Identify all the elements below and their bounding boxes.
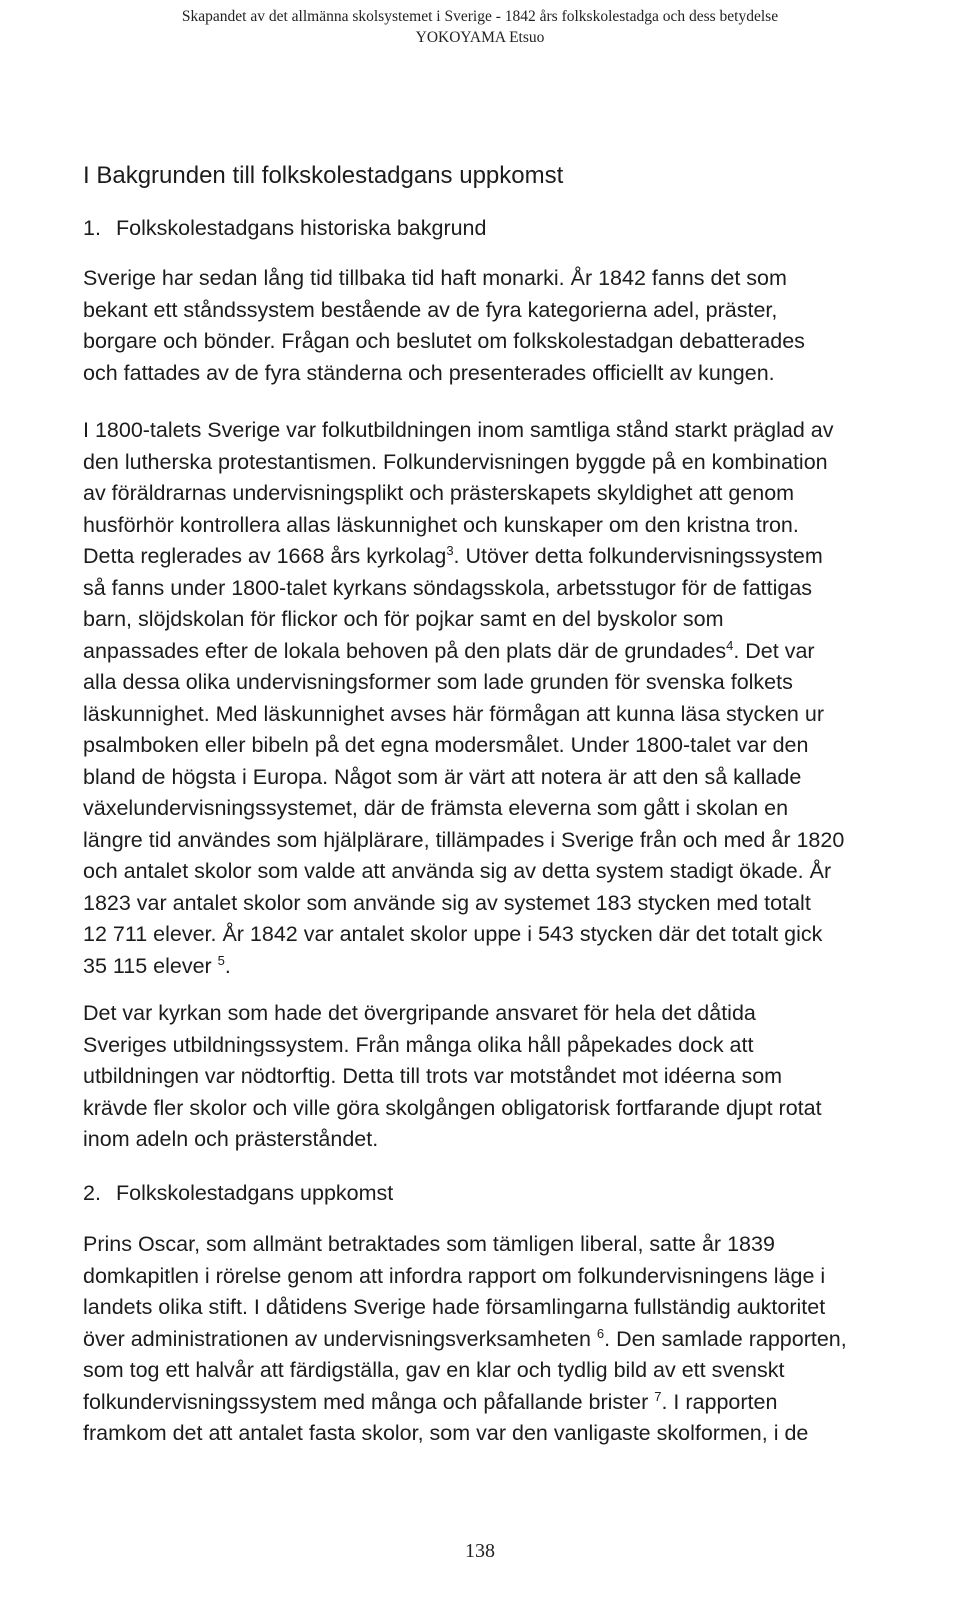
paragraph-line: Sveriges utbildningssystem. Från många olika håll påpekades dock att [83,1032,754,1057]
paragraph-line: husförhör kontrollera allas läskunnighet och kunskaper om den kristna tron. [83,512,799,537]
paragraph-1 [83,263,953,389]
line-text: . Det var [733,638,815,663]
paragraph-line: och fattades av de fyra ständerna och presenterades officiellt av kungen. [83,360,775,385]
line-text: . [224,953,231,978]
paragraph-line [83,1324,953,1356]
paragraph-line: bland de högsta i Europa. Något som är värt att notera är att den så kallade [83,764,802,789]
paragraph-line: alla dessa olika undervisningsformer som lade grunden för svenska folkets [83,670,793,694]
footnote-ref: 3 [446,542,454,558]
paragraph-line: Det var kyrkan som hade det övergripande ansvaret för hela det dåtida [83,1001,756,1025]
paragraph-line: 12 711 elever. År 1842 var antalet skolor uppe i 543 stycken där det totalt gick [83,922,823,946]
header-title: Skapandet av det allmänna skolsystemet i Sverige - 1842 års folkskolestadga och dess betydelse [181,8,779,25]
paragraph-line [83,951,953,983]
line-text: över administrationen av undervisningsverksamheten [83,1326,597,1351]
section-title: I Bakgrunden till folkskolestadgans uppkomst [83,162,564,189]
footnote-ref: 5 [217,952,225,968]
paragraph-line: Sverige har sedan lång tid tillbaka tid haft monarki. År 1842 fanns det som [83,266,787,290]
line-text: . Utöver detta folkundervisningssystem [453,544,823,568]
subsection-heading-1 [83,213,486,245]
header-author: YOKOYAMA Etsuo [415,29,545,46]
paragraph-line: växelundervisningssystemet, där de främsta eleverna som gått i skolan en [83,796,789,820]
paragraph-line: 1823 var antalet skolor som använde sig av systemet 183 stycken med totalt [83,890,811,915]
paragraph-line: borgare och bönder. Frågan och beslutet om folkskolestadgan debatterades [83,329,805,353]
line-text: . Den samlade rapporten, [604,1326,847,1351]
paragraph-line [83,636,953,668]
paragraph-line [83,541,953,573]
paragraph-line: längre tid användes som hjälplärare, tillämpades i Sverige från och med år 1820 [83,827,845,852]
paragraph-line: krävde fler skolor och ville göra skolgången obligatorisk fortfarande djupt rotat [83,1095,822,1120]
footnote-ref: 6 [596,1325,605,1341]
line-text: anpassades efter de lokala behoven på den plats där de grundades [83,638,727,663]
line-text: folkundervisningssystem med många och påfallande brister [83,1389,655,1414]
footnote-ref: 7 [654,1388,662,1404]
paragraph-line: och antalet skolor som valde att använda sig av detta system stadigt ökade. År [83,859,832,883]
paragraph-line: I 1800-talets Sverige var folkutbildningen inom samtliga stånd starkt präglad av [83,418,834,442]
subsection-number: 1. [83,216,101,240]
paragraph-line: så fanns under 1800-talet kyrkans söndagsskola, arbetsstugor för de fattigas [83,575,813,600]
paragraph-line: av föräldrarnas undervisningsplikt och prästerskapets skyldighet att genom [83,481,795,505]
paragraph-4 [83,1229,953,1450]
line-text: Detta reglerades av 1668 års kyrkolag [83,544,447,568]
paragraph-line: som tog ett halvår att färdigställa, gav en klar och tydlig bild av ett svenskt [83,1358,785,1382]
paragraph-line: landets olika stift. I dåtidens Sverige hade församlingarna fullständig auktoritet [83,1295,826,1319]
paragraph-line: den lutherska protestantismen. Folkundervisningen byggde på en kombination [83,449,828,474]
subsection-heading-2 [83,1178,393,1210]
paragraph-2 [83,415,953,982]
paragraph-line: psalmboken eller bibeln på det egna modersmålet. Under 1800-talet var den [83,733,809,757]
line-text: . I rapporten [661,1389,778,1414]
paragraph-line: domkapitlen i rörelse genom att infordra rapport om folkundervisningens läge i [83,1263,826,1288]
paragraph-line: inom adeln och prästerståndet. [83,1127,379,1151]
footnote-ref: 4 [726,637,734,653]
paragraph-line: framkom det att antalet fasta skolor, som var den vanligaste skolformen, i de [83,1421,809,1445]
paragraph-line: utbildningen var nödtorftig. Detta till trots var motståndet mot idéerna som [83,1064,783,1088]
paragraph-line: Prins Oscar, som allmänt betraktades som tämligen liberal, satte år 1839 [83,1232,775,1256]
running-header [0,6,960,48]
subsection-number: 2. [83,1181,101,1205]
page-number: 138 [465,1540,495,1562]
paragraph-line: bekant ett ståndssystem bestående av de fyra kategorierna adel, präster, [83,297,778,322]
paragraph-line: barn, slöjdskolan för flickor och för pojkar samt en del byskolor som [83,607,724,631]
subsection-title: Folkskolestadgans historiska bakgrund [116,216,487,240]
subsection-title: Folkskolestadgans uppkomst [116,1181,394,1205]
paragraph-line: läskunnighet. Med läskunnighet avses här förmågan att kunna läsa stycken ur [83,701,824,726]
paragraph-line [83,1387,953,1419]
line-text: 35 115 elever [83,953,218,978]
paragraph-3 [83,998,953,1156]
